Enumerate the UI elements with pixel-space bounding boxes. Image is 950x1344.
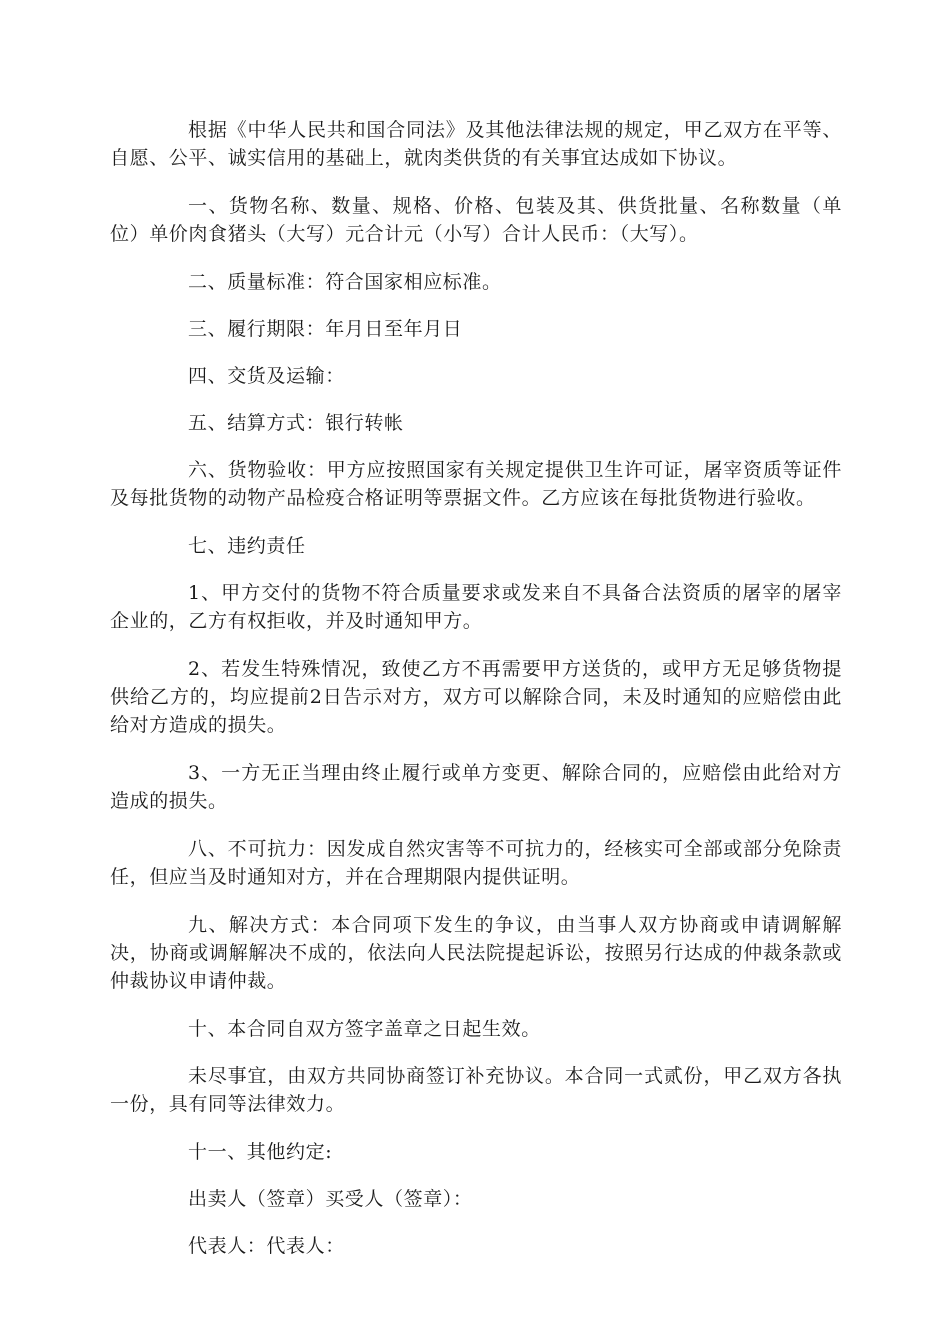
supplementary-paragraph: 未尽事宜，由双方共同协商签订补充协议。本合同一式贰份，甲乙双方各执一份，具有同等法律效力。 <box>110 1065 842 1115</box>
clause-3-term: 三、履行期限：年月日至年月日 <box>188 318 463 340</box>
clause-9-dispute: 九、解决方式：本合同项下发生的争议，由当事人双方协商或申请调解解决，协商或调解解决不成的，依法向人民法院提起诉讼，按照另行达成的仲裁条款或仲裁协议申请仲裁。 <box>110 914 842 992</box>
clause-1-goods: 一、货物名称、数量、规格、价格、包装及其、供货批量、名称数量（单位）单价肉食猪头（大写）元合计元（小写）合计人民币：（大写）。 <box>110 195 842 245</box>
clause-7-liability-heading: 七、违约责任 <box>188 535 306 557</box>
representative-line: 代表人：代表人： <box>188 1235 345 1257</box>
clause-8-force-majeure: 八、不可抗力：因发成自然灾害等不可抗力的，经核实可全部或部分免除责任，但应当及时通知对方，并在合理期限内提供证明。 <box>110 838 842 888</box>
clause-5-settlement: 五、结算方式：银行转帐 <box>188 412 404 434</box>
clause-7-item-2: 2、若发生特殊情况，致使乙方不再需要甲方送货的，或甲方无足够货物提供给乙方的，均应提前2日告示对方，双方可以解除合同，未及时通知的应赔偿由此给对方造成的损失。 <box>110 658 842 736</box>
clause-10-effective: 十、本合同自双方签字盖章之日起生效。 <box>188 1018 541 1040</box>
signature-line: 出卖人（签章）买受人（签章）： <box>188 1188 473 1210</box>
contract-document <box>110 116 842 1279</box>
clause-4-delivery: 四、交货及运输： <box>188 365 345 387</box>
clause-7-item-3: 3、一方无正当理由终止履行或单方变更、解除合同的，应赔偿由此给对方造成的损失。 <box>110 762 842 812</box>
preamble-paragraph: 根据《中华人民共和国合同法》及其他法律法规的规定，甲乙双方在平等、自愿、公平、诚实信用的基础上，就肉类供货的有关事宜达成如下协议。 <box>110 119 842 169</box>
clause-6-inspection: 六、货物验收：甲方应按照国家有关规定提供卫生许可证，屠宰资质等证件及每批货物的动物产品检疫合格证明等票据文件。乙方应该在每批货物进行验收。 <box>110 459 842 509</box>
clause-2-quality: 二、质量标准：符合国家相应标准。 <box>188 271 502 293</box>
clause-11-other: 十一、其他约定: <box>188 1141 333 1163</box>
clause-7-item-1: 1、甲方交付的货物不符合质量要求或发来自不具备合法资质的屠宰的屠宰企业的，乙方有权拒收，并及时通知甲方。 <box>110 582 842 632</box>
